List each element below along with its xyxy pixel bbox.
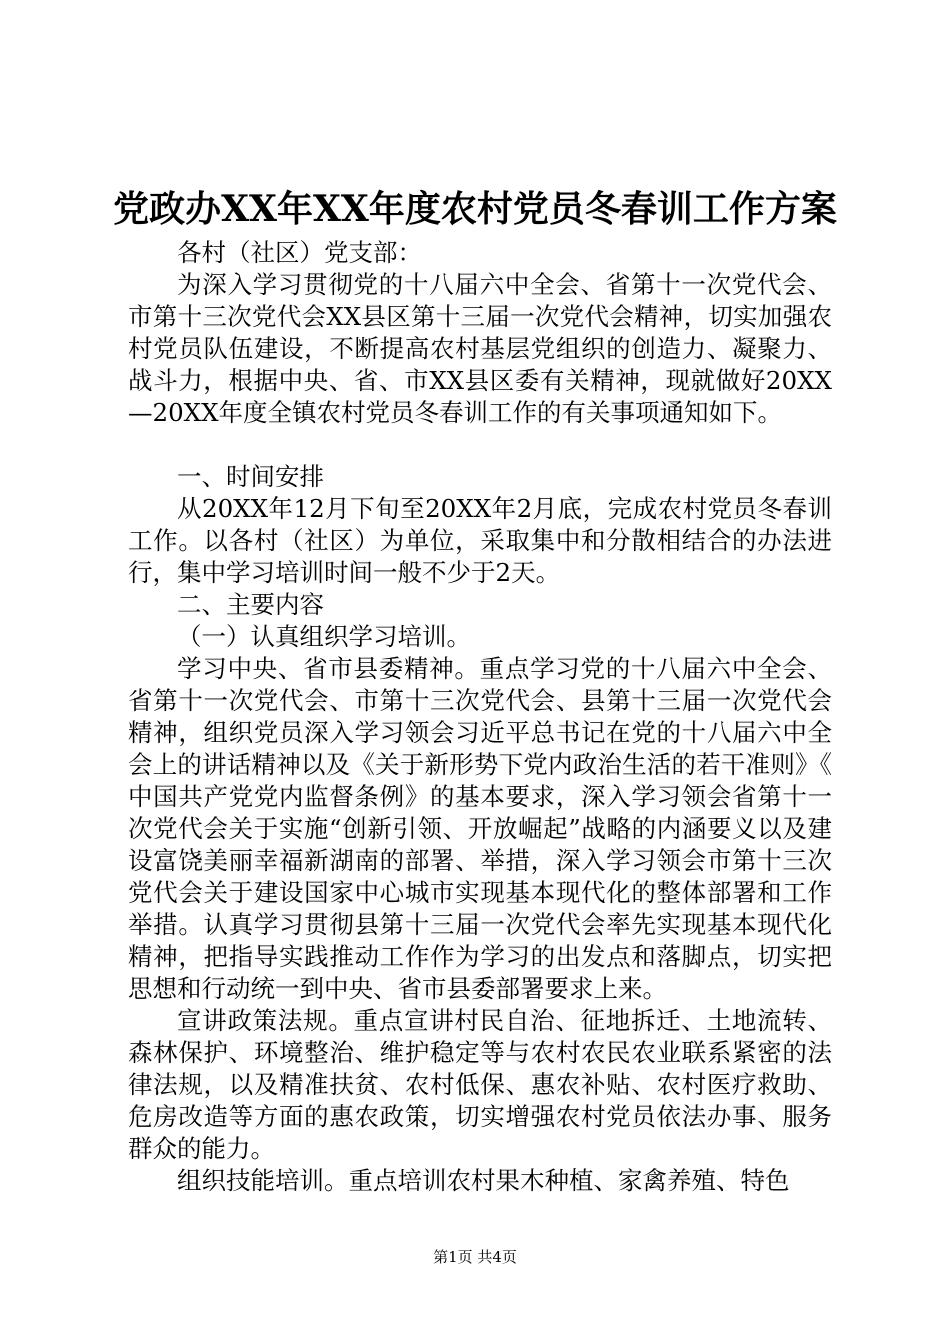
study-paragraph: 学习中央、省市县委精神。重点学习党的十八届六中全会、省第十一次党代会、市第十三次党代会、县第十三届一次党代会精神，组织党员深入学习领会习近平总书记在党的十八届六中全会上的讲话精神以及《关于新形势下党内政治生活的若干准则》《中国共产党党内监督条例》的基本要求，深入学习领会省第十一次党代会关于实施“创新引领、开放崛起”战略的内涵要义以及建设富饶美丽幸福新湖南的部署、举措，深入学习领会市第十三次党代会关于建设国家中心城市实现基本现代化的整体部署和工作举措。认真学习贯彻县第十三届一次党代会率先实现基本现代化精神，把指导实践推动工作作为学习的出发点和落脚点，切实把思想和行动统一到中央、省市县委部署要求上来。 [128, 654, 832, 1003]
document-body [128, 237, 832, 1197]
document-title: 党政办XX年XX年度农村党员冬春训工作方案 [113, 188, 837, 230]
section-heading-content: 二、主要内容 [177, 590, 324, 619]
salutation: 各村（社区）党支部： [177, 238, 422, 267]
page-footer: 第1页 共4页 [433, 1248, 517, 1266]
section-heading-schedule: 一、时间安排 [177, 462, 324, 491]
skills-paragraph: 组织技能培训。重点培训农村果木种植、家禽养殖、特色 [177, 1166, 790, 1195]
subheading-training: （一）认真组织学习培训。 [177, 622, 471, 651]
policy-paragraph: 宣讲政策法规。重点宣讲村民自治、征地拆迁、土地流转、森林保护、环境整治、维护稳定等与农村农民农业联系紧密的法律法规，以及精准扶贫、农村低保、惠农补贴、农村医疗救助、危房改造等方面的惠农政策，切实增强农村党员依法办事、服务群众的能力。 [128, 1006, 832, 1163]
blank-line [128, 429, 832, 461]
intro-paragraph: 为深入学习贯彻党的十八届六中全会、省第十一次党代会、市第十三次党代会XX县区第十三届一次党代会精神，切实加强农村党员队伍建设，不断提高农村基层党组织的创造力、凝聚力、战斗力，根据中央、省、市XX县区委有关精神，现就做好20XX—20XX年度全镇农村党员冬春训工作的有关事项通知如下。 [128, 270, 832, 427]
schedule-paragraph: 从20XX年12月下旬至20XX年2月底，完成农村党员冬春训工作。以各村（社区）为单位，采取集中和分散相结合的办法进行，集中学习培训时间一般不少于2天。 [128, 494, 832, 587]
